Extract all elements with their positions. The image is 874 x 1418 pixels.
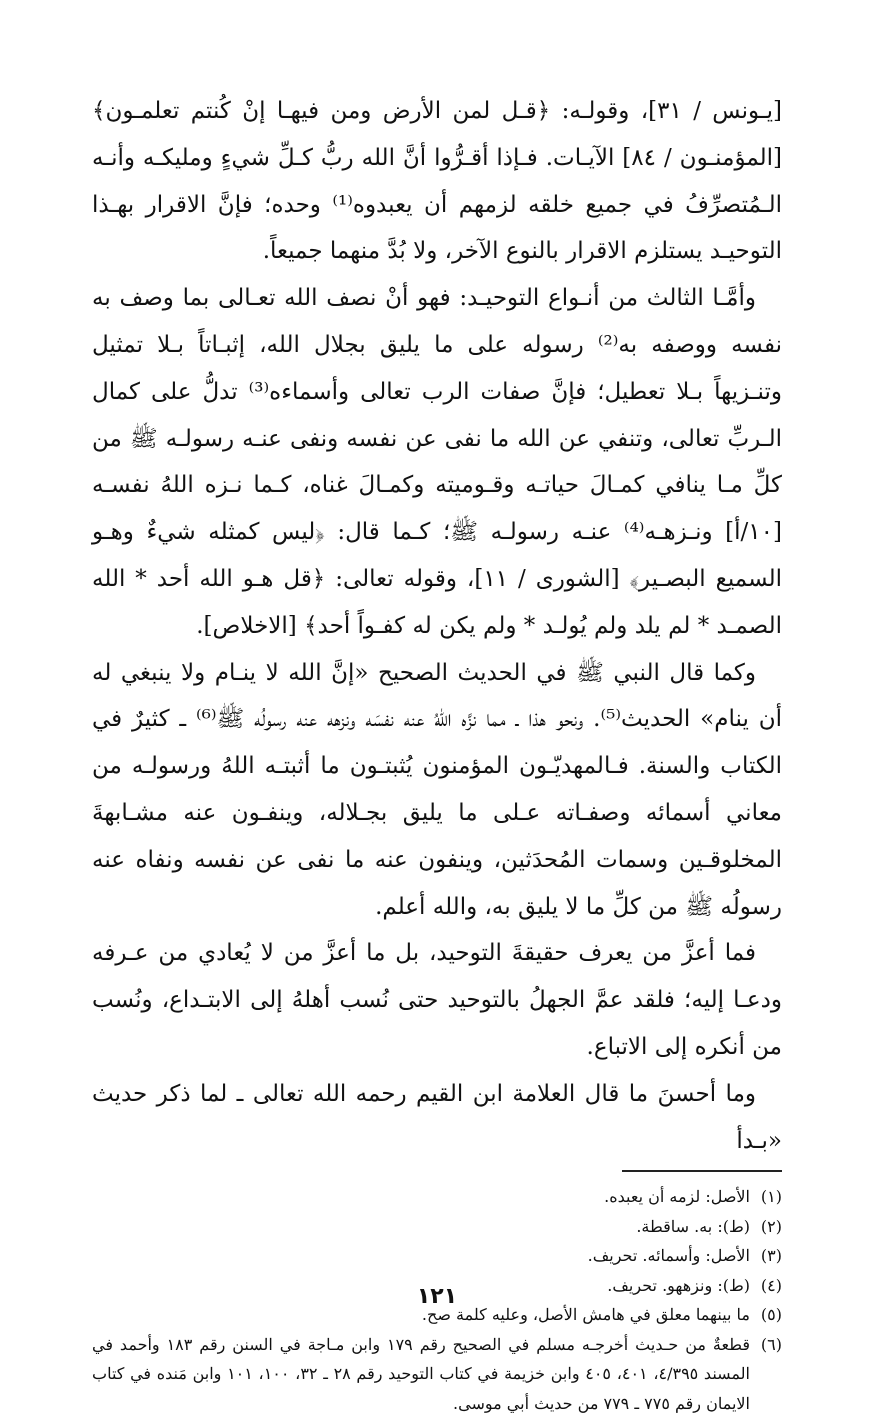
paragraph-5: وما أحسنَ ما قال العلامة ابن القيم رحمه الله تعالى ـ لما ذكر حديث «بـدأ <box>92 1080 782 1154</box>
footnote-2 <box>92 1212 782 1242</box>
book-page <box>92 88 783 1413</box>
footnote-divider <box>622 1170 782 1172</box>
page-number: ١٢١ <box>416 1284 458 1309</box>
main-text <box>92 88 782 1164</box>
footnote-number: (٥) <box>760 1305 782 1325</box>
footnote-text: قطعةٌ من حـديث أخرجـه مسلم في الصحيح رقم ١٧٩ وابن مـاجة في السنن رقم ١٨٣ وأحمد في المسند ٤/٣٩٥، ٤٠١، ٤٠٥ وابن خزيمة في كتاب التوحيد رقم ٢٨ ـ ٣٢، ١٠٠، ١٠١ وابن مَنده في كتاب الايمان رقم ٧٧٥ ـ ٧٧٩ من حديث أبي موسى. <box>92 1334 750 1413</box>
footnote-number: (٤) <box>760 1275 782 1295</box>
footnote-number: (٦) <box>760 1334 782 1354</box>
paragraph-1: [يـونس / ٣١]، وقولـه: ﴿قـل لمن الأرض ومن فيهـا إنْ كُنتم تعلمـون﴾ [المؤمنـون / ٨٤] الآيـات. فـإذا أقـرُّوا أنَّ الله ربُّ كـلِّ شيءٍ ومليكـه وأنـه الـمُتصرِّفُ في جميع خلقه لزمهم أن يعبدوه⁽¹⁾ وحده؛ فإنَّ الاقرار بهـذا التوحيـد يستلزم الاقرار بالنوع الآخر، ولا بُدَّ منهما جميعاً. <box>92 98 783 265</box>
footnote-text: الأصل: وأسمائه. تحريف. <box>587 1246 750 1266</box>
footnote-number: (٣) <box>760 1246 782 1266</box>
footnote-text: الأصل: لزمه أن يعبده. <box>604 1187 750 1207</box>
paragraph-2: وأمَّـا الثالث من أنـواع التوحيـد: فهو أنْ نصف الله تعـالى بما وصف به نفسه ووصفه به⁽²⁾ رسوله على ما يليق بجلال الله، إثبـاتاً بـلا تمثيل وتنـزيهاً بـلا تعطيل؛ فإنَّ صفات الرب تعالى وأسماءه⁽³⁾ تدلُّ على كمال الـربِّ تعالى، وتنفي عن الله ما نفى عن نفسه ونفى عنـه رسولـه ﷺ من كلِّ مـا ينافي كمـالَ حياتـه وقـوميته وكمـالَ غناه، كـما نـزه اللهُ نفسـه [١٠/أ] ونـزهـه⁽⁴⁾ عنـه رسولـه ﷺ؛ كـما قال: ﴿ليس كمثله شيءٌ وهـو السميع البصـير﴾ [الشورى / ١١]، وقوله تعالى: ﴿قل هـو الله أحد * الله الصمـد * لم يلد ولم يُولـد * ولم يكن له كفـواً أحد﴾ [الاخلاص]. <box>92 285 782 639</box>
footnote-1 <box>92 1182 782 1212</box>
footnote-text: (ط): به. ساقطة. <box>636 1216 750 1236</box>
footnote-number: (٢) <box>760 1216 782 1236</box>
footnote-text: (ط): ونزههو. تحريف. <box>607 1275 750 1295</box>
footnote-6 <box>92 1330 782 1418</box>
footnote-number: (١) <box>760 1187 782 1207</box>
paragraph-4: فما أعزَّ من يعرف حقيقةَ التوحيد، بل ما أعزَّ من لا يُعادي من عـرفه ودعـا إليه؛ فلقد عمَّ الجهلُ بالتوحيد حتى نُسب أهلهُ إلى الابتـداع، ونُسب من أنكره إلى الاتباع. <box>92 940 782 1060</box>
paragraph-3: وكما قال النبي ﷺ في الحديث الصحيح «إنَّ الله لا ينـام ولا ينبغي له أن ينام» الحديث⁽⁵⁾. ونحو هذا ـ مما نزَّه اللهُ عنه نفسَه ونزهه عنه رسولُه ﷺ⁽⁶⁾ ـ كثيرٌ في الكتاب والسنة. فـالمهديّـون المؤمنون يُثبتـون ما أثبتـه اللهُ ورسولـه من معاني أسمائه وصفـاته عـلى ما يليق بجـلاله، وينفـون عنه مشـابهةَ المخلوقـين وسمات المُحدَثين، وينفون عنه ما نفى عن نفسه ونفاه عنه رسولُه ﷺ من كلِّ ما لا يليق به، والله أعلم. <box>92 659 782 920</box>
footnote-text: ما بينهما معلق في هامش الأصل، وعليه كلمة صح. <box>421 1305 750 1325</box>
footnote-3 <box>92 1241 782 1271</box>
